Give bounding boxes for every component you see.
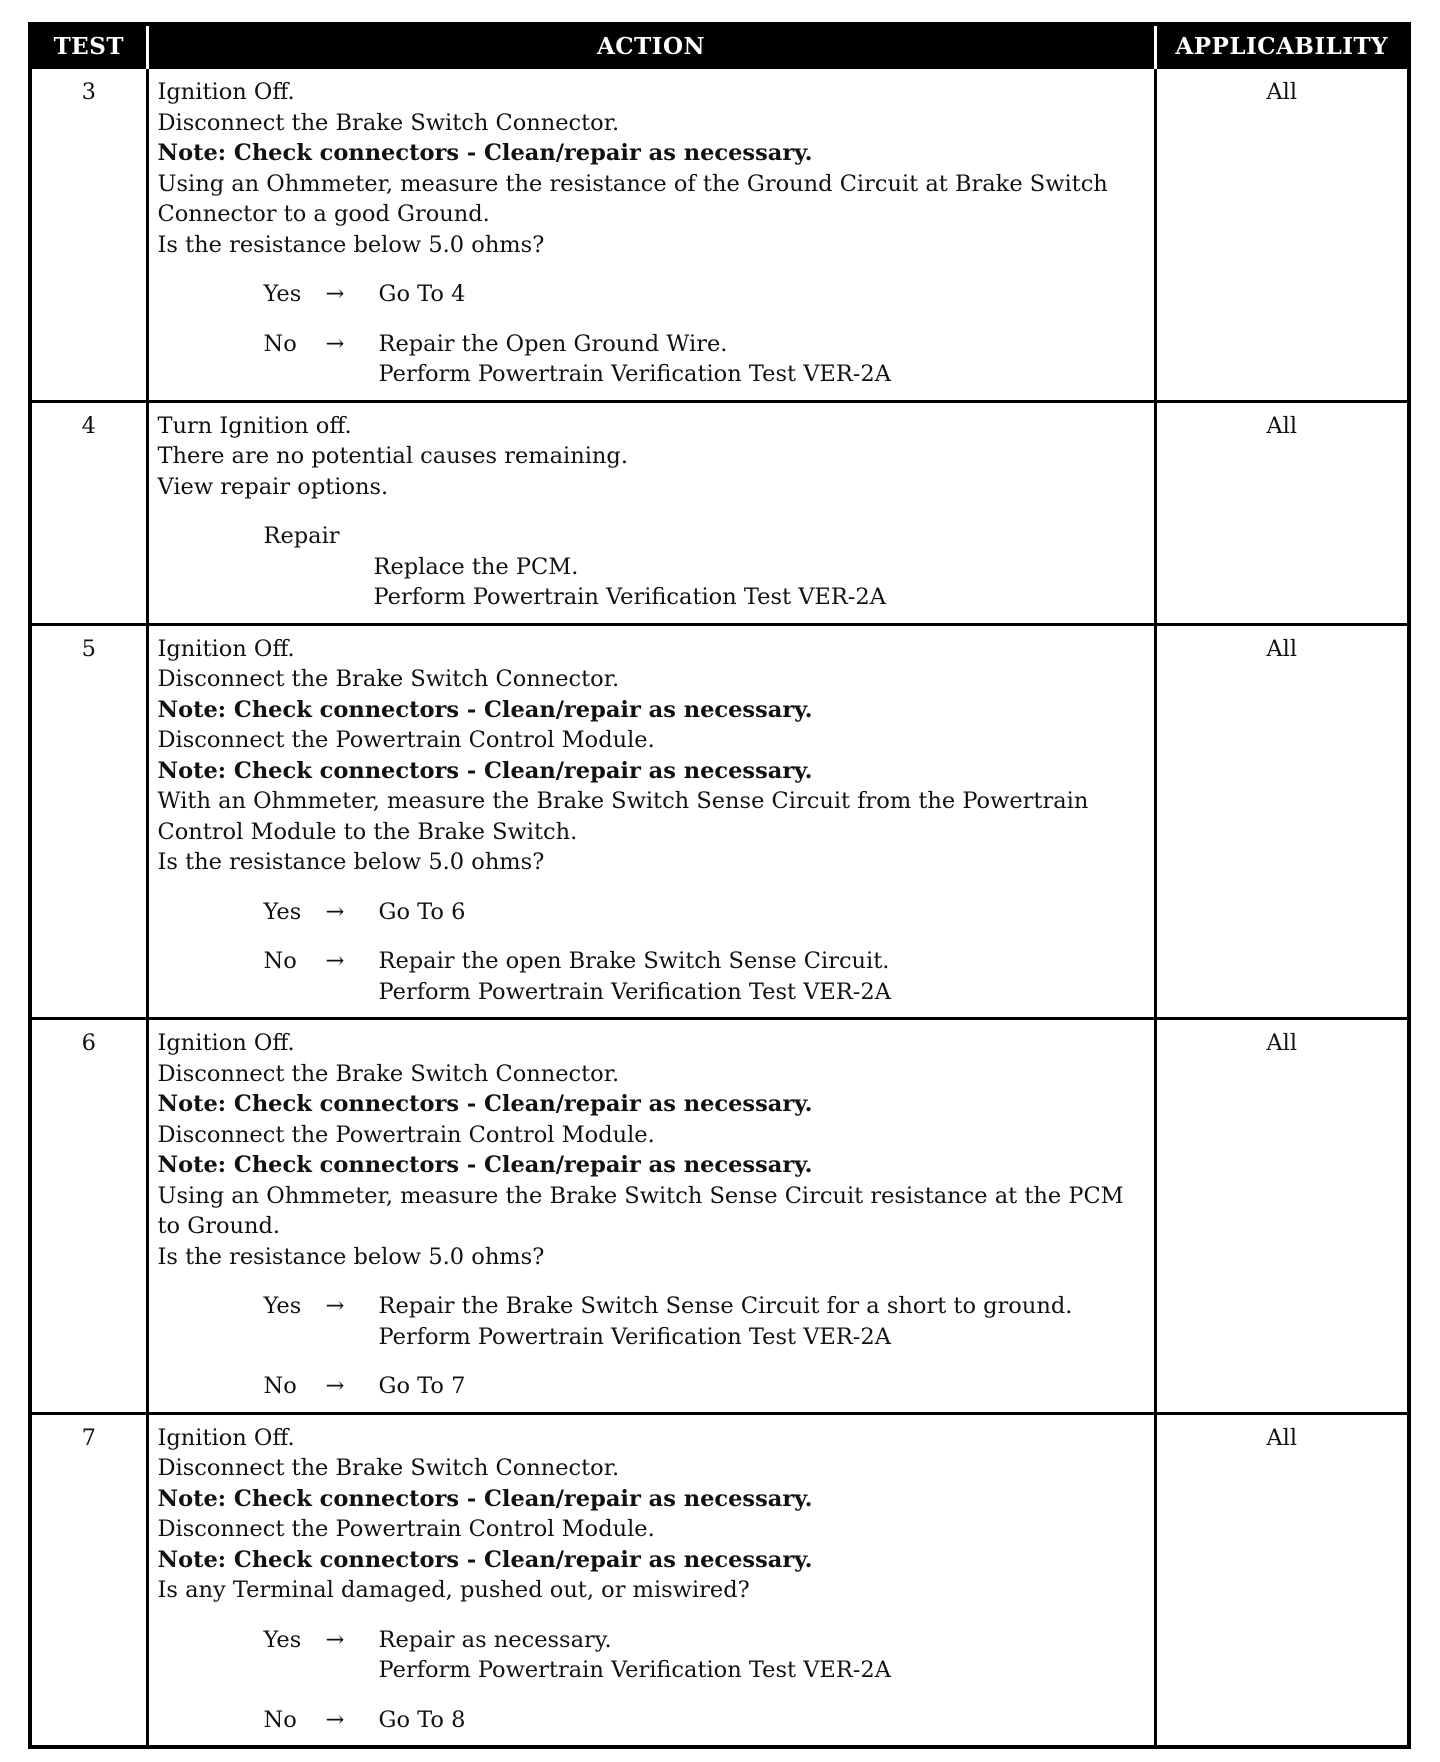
note-line: Note: Check connectors - Clean/repair as necessary. — [157, 757, 813, 784]
response-line: Go To 6 — [378, 898, 466, 925]
response-text — [379, 1371, 1148, 1402]
instruction-line: Using an Ohmmeter, measure the resistance of the Ground Circuit at Brake Switch — [157, 170, 1108, 197]
response-no — [158, 1371, 1148, 1402]
instruction-line: Disconnect the Brake Switch Connector. — [157, 666, 620, 692]
instruction-line: Disconnect the Brake Switch Connector. — [157, 109, 620, 136]
response-line: Go To 8 — [378, 1706, 466, 1733]
arrow-right-icon: → — [325, 948, 345, 974]
instruction-line: to Ground. — [157, 1213, 281, 1239]
repair-options — [158, 521, 1148, 613]
applicability-value: All — [1155, 1019, 1409, 1414]
instruction-line: Using an Ohmmeter, measure the Brake Switch Sense Circuit resistance at the PCM — [157, 1182, 1124, 1209]
note-line: Note: Check connectors - Clean/repair as necessary. — [157, 1091, 813, 1117]
applicability-value: All — [1155, 401, 1409, 624]
table-row — [30, 401, 1409, 624]
note-line: Note: Check connectors - Clean/repair as necessary. — [157, 1485, 813, 1512]
note-line: Note: Check connectors - Clean/repair as necessary. — [157, 1546, 813, 1573]
response-text — [379, 897, 1148, 928]
response-yes — [158, 279, 1148, 310]
action-cell — [147, 68, 1155, 402]
repair-item: Perform Powertrain Verification Test VER-2A — [373, 584, 886, 610]
response-text — [379, 329, 1148, 390]
note-line: Note: Check connectors - Clean/repair as necessary. — [157, 1152, 813, 1178]
table-row — [30, 1413, 1409, 1747]
response-label: No — [263, 1373, 297, 1399]
response-no — [158, 1705, 1148, 1736]
applicability-value: All — [1155, 1413, 1409, 1747]
instruction-line: Ignition Off. — [157, 79, 295, 105]
instruction-line: Disconnect the Powertrain Control Module. — [157, 1121, 655, 1148]
response-line: Perform Powertrain Verification Test VER-2A — [378, 978, 891, 1005]
test-number: 7 — [30, 1413, 147, 1747]
test-number: 4 — [30, 401, 147, 624]
instruction-line: Turn Ignition off. — [157, 412, 352, 439]
arrow-right-icon: → — [325, 1293, 345, 1319]
applicability-value: All — [1155, 624, 1409, 1019]
instruction-line: Disconnect the Brake Switch Connector. — [157, 1455, 620, 1481]
response-line: Repair as necessary. — [378, 1626, 612, 1653]
repair-item: Replace the PCM. — [373, 553, 579, 580]
response-text — [379, 1291, 1148, 1352]
response-text — [379, 946, 1148, 1007]
response-text — [379, 279, 1148, 310]
response-label: No — [263, 1706, 297, 1733]
instruction-line: Is the resistance below 5.0 ohms? — [157, 1243, 545, 1270]
response-line: Perform Powertrain Verification Test VER-2A — [378, 361, 891, 387]
response-line: Perform Powertrain Verification Test VER-2A — [378, 1657, 891, 1683]
table-header-row — [30, 24, 1409, 68]
response-label: Yes — [263, 1293, 302, 1319]
instruction-line: View repair options. — [157, 473, 389, 500]
response-line: Perform Powertrain Verification Test VER-2A — [378, 1323, 891, 1350]
instruction-line: Ignition Off. — [157, 1030, 295, 1056]
table-row — [30, 68, 1409, 402]
repair-items — [374, 552, 1148, 613]
response-no — [158, 329, 1148, 390]
arrow-right-icon: → — [325, 1373, 345, 1399]
response-label: Yes — [263, 1626, 302, 1653]
header-test: TEST — [30, 24, 147, 68]
diagnostic-test-table — [28, 22, 1411, 1749]
instruction-line: Disconnect the Powertrain Control Module. — [157, 727, 655, 753]
test-number: 6 — [30, 1019, 147, 1414]
response-yes — [158, 897, 1148, 928]
table-body — [30, 68, 1409, 1748]
arrow-right-icon: → — [325, 1706, 345, 1733]
header-applicability: APPLICABILITY — [1155, 24, 1409, 68]
instruction-line: Ignition Off. — [157, 1424, 295, 1451]
note-line: Note: Check connectors - Clean/repair as necessary. — [157, 140, 813, 166]
arrow-right-icon: → — [325, 898, 345, 925]
response-text — [379, 1705, 1148, 1736]
arrow-right-icon: → — [325, 281, 345, 307]
test-number: 5 — [30, 624, 147, 1019]
instruction-line: Control Module to the Brake Switch. — [157, 818, 578, 845]
action-cell — [147, 401, 1155, 624]
response-yes — [158, 1291, 1148, 1352]
action-cell — [147, 1019, 1155, 1414]
instruction-line: Is the resistance below 5.0 ohms? — [157, 231, 545, 258]
instruction-line: Connector to a good Ground. — [157, 201, 490, 227]
response-line: Go To 4 — [378, 281, 466, 307]
arrow-right-icon: → — [325, 330, 345, 357]
response-label: Yes — [263, 281, 302, 307]
response-line: Go To 7 — [378, 1373, 466, 1399]
response-line: Repair the Brake Switch Sense Circuit for a short to ground. — [378, 1293, 1073, 1319]
table-row — [30, 1019, 1409, 1414]
repair-label: Repair — [263, 523, 340, 549]
test-number: 3 — [30, 68, 147, 402]
response-text — [379, 1625, 1148, 1686]
instruction-line: Disconnect the Powertrain Control Module. — [157, 1516, 655, 1542]
response-line: Repair the Open Ground Wire. — [378, 330, 728, 357]
arrow-right-icon: → — [325, 1626, 345, 1653]
response-line: Repair the open Brake Switch Sense Circuit. — [378, 948, 890, 974]
instruction-line: There are no potential causes remaining. — [157, 443, 628, 469]
response-yes — [158, 1625, 1148, 1686]
instruction-line: Disconnect the Brake Switch Connector. — [157, 1060, 620, 1087]
applicability-value: All — [1155, 68, 1409, 402]
instruction-line: Ignition Off. — [157, 635, 295, 662]
action-cell — [147, 1413, 1155, 1747]
table-row — [30, 624, 1409, 1019]
response-label: No — [263, 330, 297, 357]
instruction-line: Is any Terminal damaged, pushed out, or miswired? — [157, 1577, 750, 1603]
action-cell — [147, 624, 1155, 1019]
instruction-line: With an Ohmmeter, measure the Brake Switch Sense Circuit from the Powertrain — [157, 788, 1089, 814]
response-label: Yes — [263, 898, 302, 925]
response-label: No — [263, 948, 297, 974]
note-line: Note: Check connectors - Clean/repair as necessary. — [157, 696, 813, 723]
instruction-line: Is the resistance below 5.0 ohms? — [157, 849, 545, 875]
header-action: ACTION — [147, 24, 1155, 68]
response-no — [158, 946, 1148, 1007]
